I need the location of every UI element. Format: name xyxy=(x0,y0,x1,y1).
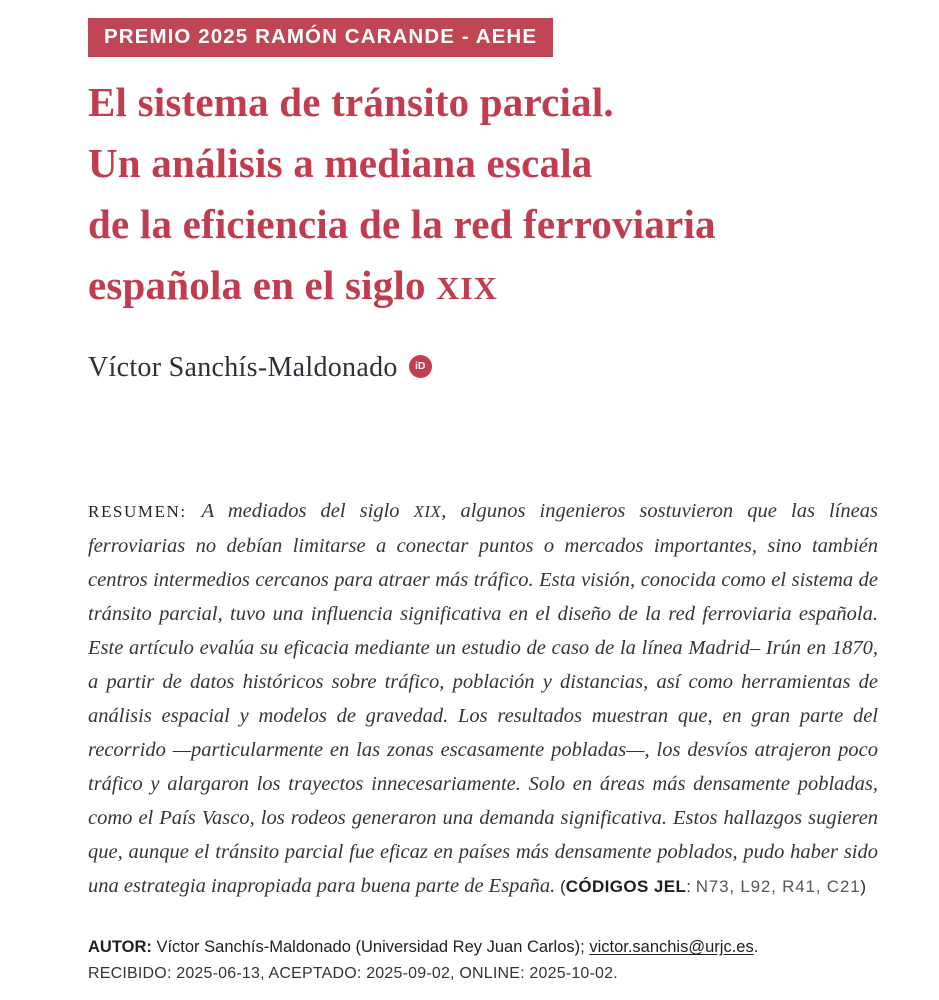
autor-label: AUTOR: xyxy=(88,938,157,956)
autor-period: . xyxy=(753,938,759,956)
author-email-link[interactable]: victor.sanchis@urjc.es xyxy=(589,938,754,956)
jel-paren: ) xyxy=(860,877,867,896)
title-line-4-text: española en el siglo xyxy=(88,262,437,308)
abstract xyxy=(88,494,878,904)
autor-affiliation: Víctor Sanchís-Maldonado (Universidad Rey Juan Carlos); xyxy=(156,938,590,956)
title-line-3: de la eficiencia de la red ferroviaria xyxy=(88,201,716,247)
title-line-4 xyxy=(88,255,918,319)
jel-paren: ( xyxy=(555,877,566,896)
jel-codes: N73, L92, R41, C21 xyxy=(695,877,861,896)
title-line-1: El sistema de tránsito parcial. xyxy=(88,79,614,125)
award-banner: PREMIO 2025 RAMÓN CARANDE - AEHE xyxy=(88,18,553,57)
author-footnote xyxy=(88,938,888,957)
author-row xyxy=(88,352,432,384)
resumen-label: RESUMEN: xyxy=(88,502,202,521)
title-line-2: Un análisis a mediana escala xyxy=(88,140,593,186)
article-title xyxy=(88,72,918,319)
title-roman-numeral: XIX xyxy=(436,271,498,306)
dates-line: RECIBIDO: 2025-06-13, ACEPTADO: 2025-09-02, ONLINE: 2025-10-02. xyxy=(88,965,618,982)
orcid-icon-text: iD xyxy=(414,360,426,372)
orcid-icon[interactable] xyxy=(409,355,432,378)
abstract-text: , algunos ingenieros sostuvieron que las líneas ferroviarias no debían limitarse a conectar puntos o mercados importantes, sino también centros intermedios cercanos para atraer más tráfico. Esta visión, conocida como el sistema de tránsito parcial, tuvo una influencia significativa en el diseño de la red ferroviaria española. Este artículo evalúa su eficacia mediante un estudio de caso de la línea Madrid– Irún en 1870, a partir de datos históricos sobre tráfico, población y distancias, así como herramientas de análisis espacial y modelos de gravedad. Los resultados muestran que, en gran parte del recorrido —particularmente en las zonas escasamente pobladas—, los desvíos atrajeron poco tráfico y alargaron los trayectos innecesariamente. Solo en áreas más densamente pobladas, como el País Vasco, los rodeos generaron una demanda significativa. Estos hallazgos sugieren que, aunque el tránsito parcial fue eficaz en países más densamente poblados, pudo haber sido una estrategia inapropiada para buena parte de España. xyxy=(88,500,878,897)
author-name: Víctor Sanchís-Maldonado xyxy=(88,352,398,383)
jel-colon: : xyxy=(686,877,696,896)
abstract-text: A mediados del siglo xyxy=(201,500,414,522)
abstract-text: XIX xyxy=(413,502,442,521)
jel-label: CÓDIGOS JEL xyxy=(565,877,687,896)
